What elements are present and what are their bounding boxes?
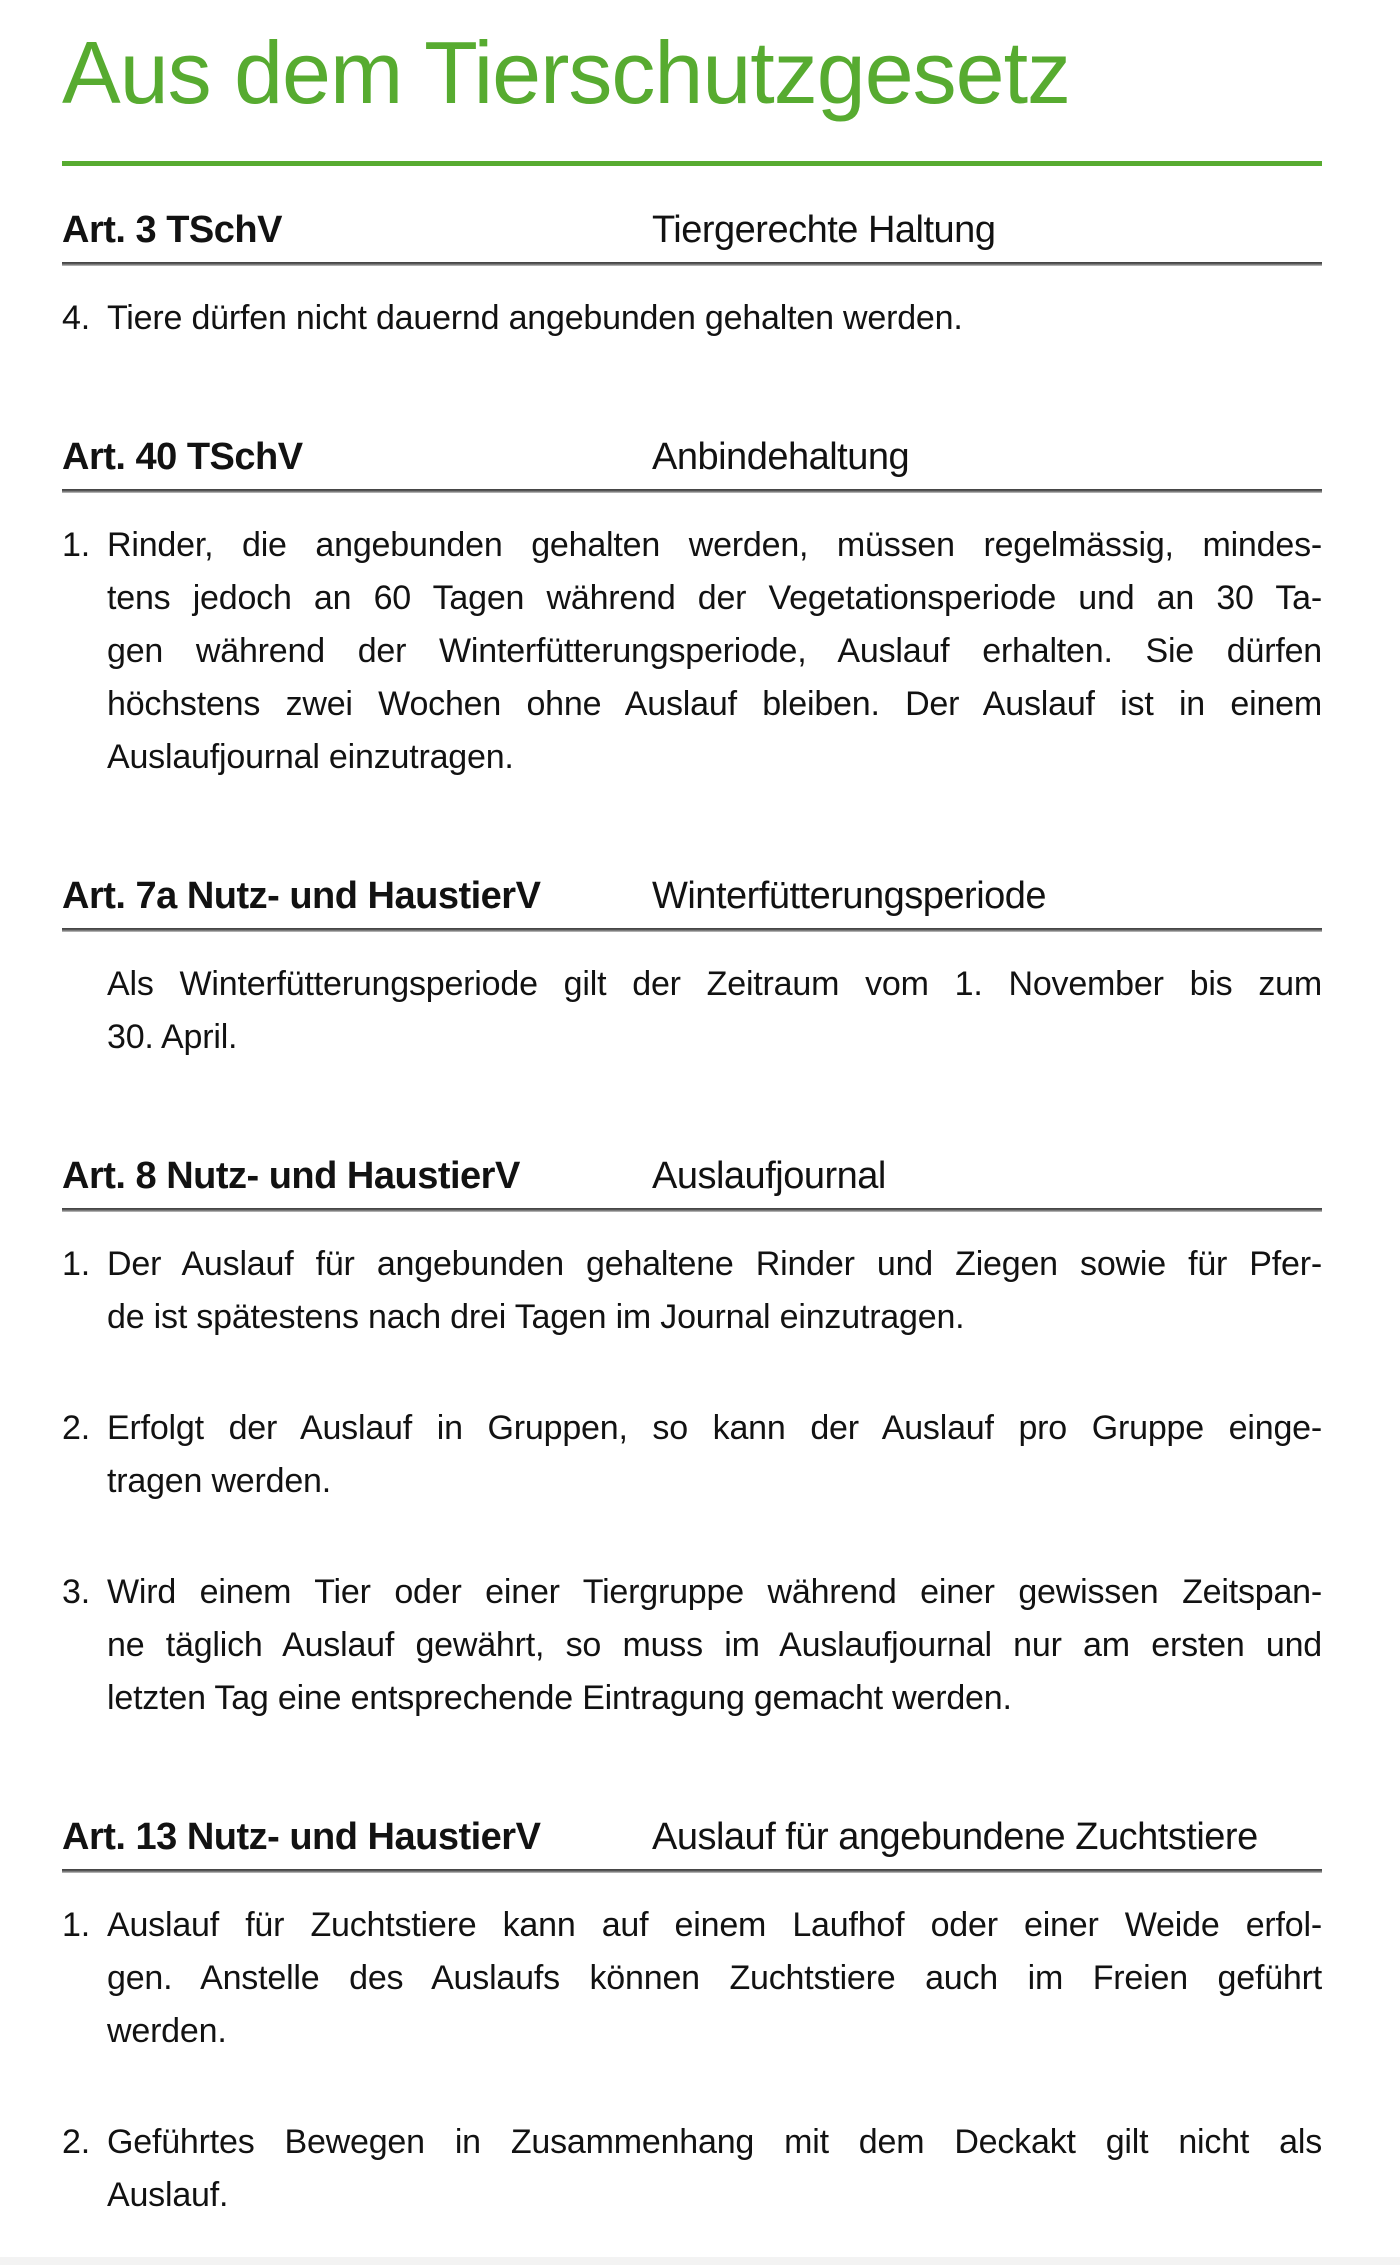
paragraph-body — [107, 1238, 1322, 1344]
text-line: werden. — [107, 2012, 227, 2050]
section-divider — [62, 262, 1322, 266]
paragraph — [62, 1566, 1322, 1725]
document-content — [0, 23, 1400, 2222]
section-ref: Art. 40 TSchV — [62, 436, 303, 478]
section-header — [62, 433, 1322, 481]
section-topic: Winterfütterungsperiode — [652, 875, 1047, 917]
text-line: Rinder, die angebunden gehalten werden, müssen regelmässig, mindes- — [107, 526, 1322, 564]
section-art-40-tschv — [62, 433, 1322, 784]
paragraph-number: 4. — [62, 299, 90, 337]
section-ref: Art. 3 TSchV — [62, 209, 282, 251]
text-line: gen. Anstelle des Auslaufs können Zuchtstiere auch im Freien geführt — [107, 1959, 1322, 1997]
text-line: Erfolgt der Auslauf in Gruppen, so kann der Auslauf pro Gruppe einge- — [107, 1409, 1322, 1447]
text-line: Geführtes Bewegen in Zusammenhang mit dem Deckakt gilt nicht als — [107, 2123, 1322, 2161]
text-line: tragen werden. — [107, 1462, 332, 1500]
section-header — [62, 872, 1322, 920]
paragraph-number: 1. — [62, 526, 90, 564]
paragraph-number: 1. — [62, 1906, 90, 1944]
section-divider — [62, 489, 1322, 493]
text-line: tens jedoch an 60 Tagen während der Vegetationsperiode und an 30 Ta- — [107, 579, 1322, 617]
section-topic: Auslauf für angebundene Zuchtstiere — [652, 1816, 1258, 1858]
paragraph — [62, 1402, 1322, 1508]
section-ref: Art. 7a Nutz- und HaustierV — [62, 875, 541, 917]
paragraph-number: 2. — [62, 2123, 90, 2161]
paragraph-body — [107, 1566, 1322, 1725]
section-header — [62, 1152, 1322, 1200]
paragraph-body — [107, 2116, 1322, 2222]
paragraph — [62, 1899, 1322, 2058]
section-art-13-nutz-und-haustierv — [62, 1813, 1322, 2222]
paragraph-number: 2. — [62, 1409, 90, 1447]
section-divider — [62, 1208, 1322, 1212]
text-line: letzten Tag eine entsprechende Eintragung gemacht werden. — [107, 1679, 1012, 1717]
section-ref: Art. 13 Nutz- und HaustierV — [62, 1816, 541, 1858]
section-header — [62, 206, 1322, 254]
text-line: Auslaufjournal einzutragen. — [107, 738, 514, 776]
page-bottom-edge — [0, 2257, 1400, 2265]
paragraph — [62, 519, 1322, 784]
section-art-8-nutz-und-haustierv — [62, 1152, 1322, 1725]
text-line: de ist spätestens nach drei Tagen im Journal einzutragen. — [107, 1298, 965, 1336]
paragraph-number — [62, 958, 107, 1011]
paragraph-number: 3. — [62, 1573, 90, 1611]
paragraph-body — [107, 958, 1322, 1064]
text-line: Wird einem Tier oder einer Tiergruppe während einer gewissen Zeitspan- — [107, 1573, 1322, 1611]
text-line: 30. April. — [107, 1018, 238, 1056]
section-ref: Art. 8 Nutz- und HaustierV — [62, 1155, 520, 1197]
paragraph — [62, 2116, 1322, 2222]
paragraph-body — [107, 1402, 1322, 1508]
section-topic: Tiergerechte Haltung — [652, 209, 996, 251]
section-topic: Auslaufjournal — [652, 1155, 886, 1197]
text-line: Auslauf. — [107, 2176, 229, 2214]
section-header — [62, 1813, 1322, 1861]
paragraph-body — [107, 1899, 1322, 2058]
text-line: gen während der Winterfütterungsperiode, Auslauf erhalten. Sie dürfen — [107, 632, 1322, 670]
paragraph-body — [107, 519, 1322, 784]
text-line: Als Winterfütterungsperiode gilt der Zeitraum vom 1. November bis zum — [107, 965, 1322, 1003]
text-line: Auslauf für Zuchtstiere kann auf einem Laufhof oder einer Weide erfol- — [107, 1906, 1322, 1944]
section-topic: Anbindehaltung — [652, 436, 910, 478]
paragraph — [62, 958, 1322, 1064]
text-line: Tiere dürfen nicht dauernd angebunden gehalten werden. — [107, 299, 963, 337]
text-line: höchstens zwei Wochen ohne Auslauf bleiben. Der Auslauf ist in einem — [107, 685, 1322, 723]
paragraph — [62, 1238, 1322, 1344]
section-art-3-tschv — [62, 206, 1322, 345]
text-line: ne täglich Auslauf gewährt, so muss im Auslaufjournal nur am ersten und — [107, 1626, 1322, 1664]
section-art-7a-nutz-und-haustierv — [62, 872, 1322, 1064]
text-line: Der Auslauf für angebunden gehaltene Rinder und Ziegen sowie für Pfer- — [107, 1245, 1322, 1283]
paragraph — [62, 292, 1322, 345]
title-divider — [62, 161, 1322, 166]
paragraph-number: 1. — [62, 1245, 90, 1283]
page-title: Aus dem Tierschutzgesetz — [62, 23, 1071, 122]
section-divider — [62, 1869, 1322, 1873]
section-divider — [62, 928, 1322, 932]
paragraph-body — [107, 292, 1322, 345]
